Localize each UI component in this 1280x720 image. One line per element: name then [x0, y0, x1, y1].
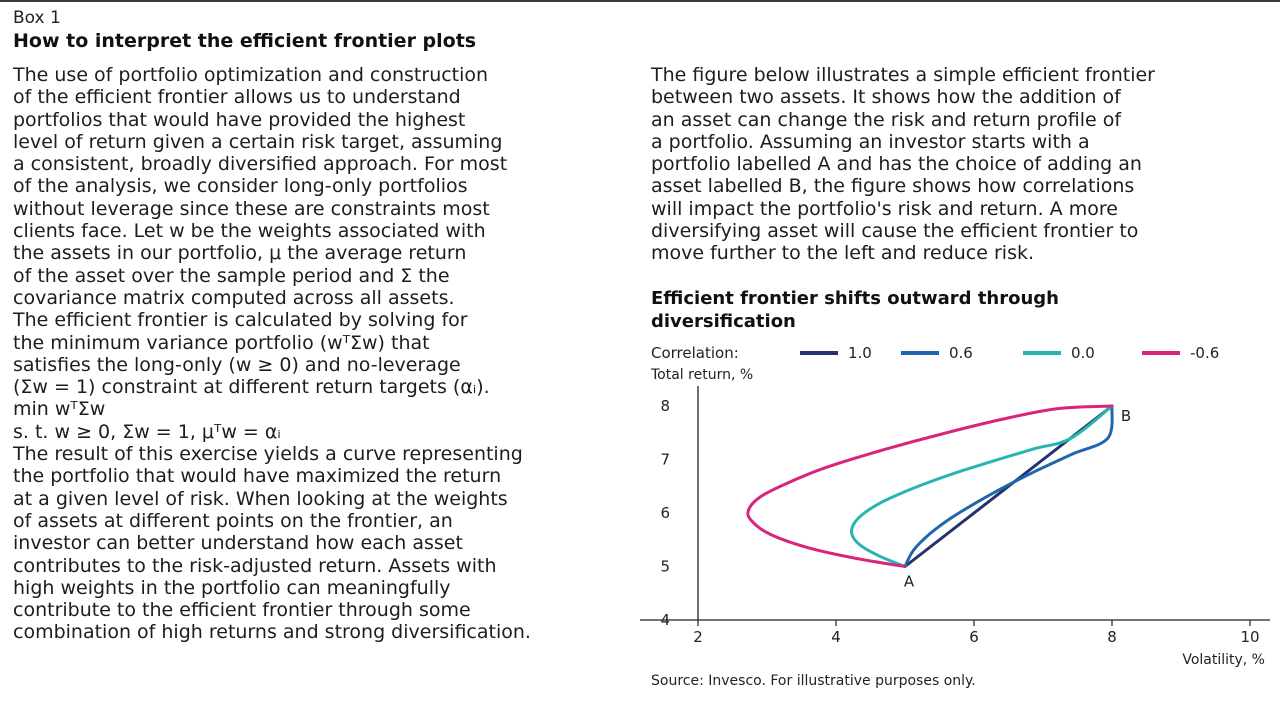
intro-paragraph [13, 64, 625, 398]
text-line: The figure below illustrates a simple efficient frontier [651, 64, 1155, 86]
text-line: diversifying asset will cause the efficient frontier to [651, 220, 1139, 243]
legend-item-neg-0-6 [1142, 344, 1219, 362]
text-line: the portfolio that would have maximized the return [13, 465, 502, 488]
optimization-formula [13, 398, 625, 443]
y-tick-label: 6 [660, 504, 670, 523]
x-axis-label: Volatility, % [1182, 652, 1265, 668]
y-tick-label: 7 [660, 450, 670, 469]
legend-swatch [800, 351, 838, 355]
chart-title [651, 287, 1211, 333]
text-line: at a given level of risk. When looking at the weights [13, 487, 508, 510]
top-rule [0, 0, 1280, 2]
y-tick-label: 8 [660, 397, 670, 416]
legend-item-0-6 [901, 344, 973, 362]
text-line: asset labelled B, the figure shows how correlations [651, 175, 1135, 198]
text-line: s. t. w ≥ 0, Σw = 1, μᵀw = αᵢ [13, 420, 281, 443]
y-tick-label: 5 [660, 557, 670, 576]
series-line-4 [748, 406, 1112, 567]
right-column [651, 64, 1266, 265]
x-tick-label: 2 [693, 628, 703, 646]
text-line: The result of this exercise yields a curve representing [13, 443, 523, 466]
text-line: an asset can change the risk and return profile of [651, 108, 1122, 131]
legend-swatch [1142, 351, 1180, 355]
text-line: of assets at different points on the frontier, an [13, 509, 453, 532]
text-line: between two assets. It shows how the addition of [651, 86, 1121, 109]
efficient-frontier-chart [640, 380, 1275, 670]
source-note: Source: Invesco. For illustrative purposes only. [651, 673, 976, 689]
text-line: Efficient frontier shifts outward through [651, 288, 1059, 309]
point-label-a: A [903, 572, 915, 591]
text-line: covariance matrix computed across all assets. [13, 286, 455, 309]
text-line: The use of portfolio optimization and construction [13, 64, 489, 86]
legend-item-label: 0.0 [1071, 344, 1095, 362]
result-paragraph [13, 443, 625, 644]
text-line: level of return given a certain risk target, assuming [13, 130, 503, 153]
x-tick-label: 10 [1240, 628, 1260, 646]
text-line: combination of high returns and strong diversification. [13, 621, 531, 644]
legend-item-label: -0.6 [1190, 344, 1220, 362]
left-column [13, 64, 625, 644]
text-line: satisfies the long-only (w ≥ 0) and no-leverage [13, 353, 461, 376]
text-line: portfolio labelled A and has the choice of adding an [651, 153, 1142, 176]
x-tick-label: 6 [969, 628, 979, 646]
legend-item-1-0 [800, 344, 872, 362]
text-line: high weights in the portfolio can meaningfully [13, 576, 451, 599]
legend-swatch [1023, 351, 1061, 355]
text-line: the assets in our portfolio, μ the average return [13, 242, 467, 265]
text-line: (Σw = 1) constraint at different return targets (αᵢ). [13, 376, 490, 399]
text-line: a portfolio. Assuming an investor starts with a [651, 130, 1090, 153]
text-line: The efficient frontier is calculated by solving for [13, 309, 468, 332]
box-title: How to interpret the efficient frontier plots [13, 30, 477, 52]
text-line: contribute to the efficient frontier through some [13, 599, 471, 622]
text-line: move further to the left and reduce risk. [651, 242, 1035, 265]
legend-item-label: 0.6 [949, 344, 973, 362]
text-line: investor can better understand how each asset [13, 532, 463, 555]
box-label: Box 1 [13, 8, 61, 28]
legend-swatch [901, 351, 939, 355]
legend-item-label: 1.0 [848, 344, 872, 362]
x-tick-label: 4 [831, 628, 841, 646]
text-line: contributes to the risk-adjusted return. Assets with [13, 554, 497, 577]
text-line: min wᵀΣw [13, 398, 106, 421]
series-line-3 [851, 406, 1112, 567]
text-line: portfolios that would have provided the highest [13, 108, 466, 131]
text-line: will impact the portfolio's risk and return. A more [651, 197, 1118, 220]
y-tick-label: 4 [660, 611, 670, 629]
text-line: the minimum variance portfolio (wᵀΣw) that [13, 331, 430, 354]
text-line: without leverage since these are constraints most [13, 197, 490, 220]
text-line: a consistent, broadly diversified approach. For most [13, 153, 508, 176]
legend-item-0-0 [1023, 344, 1095, 362]
text-line: diversification [651, 311, 796, 332]
figure-description-paragraph [651, 64, 1266, 265]
chart-legend [651, 344, 1271, 364]
point-label-b: B [1120, 407, 1132, 426]
legend-label: Correlation: [651, 344, 739, 362]
text-line: of the efficient frontier allows us to understand [13, 86, 461, 109]
text-line: of the analysis, we consider long-only portfolios [13, 175, 468, 198]
y-axis-label: Total return, % [651, 367, 754, 383]
x-tick-label: 8 [1107, 628, 1117, 646]
text-line: clients face. Let w be the weights associated with [13, 220, 486, 243]
text-line: of the asset over the sample period and Σ the [13, 264, 450, 287]
